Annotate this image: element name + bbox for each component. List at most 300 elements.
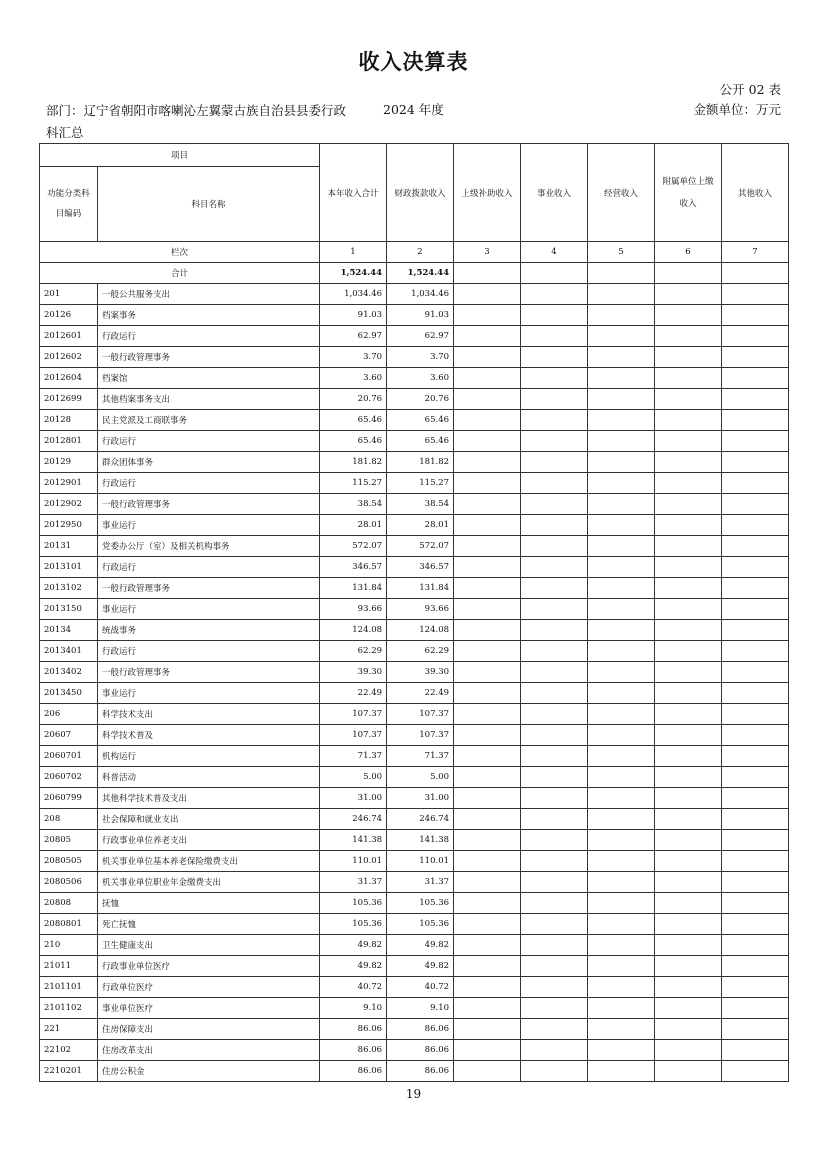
empty-cell — [722, 473, 789, 494]
empty-cell — [521, 620, 588, 641]
row-fiscal: 86.06 — [387, 1061, 454, 1082]
row-name: 住房公积金 — [98, 1061, 320, 1082]
empty-cell — [588, 683, 655, 704]
empty-cell — [722, 746, 789, 767]
page-number: 19 — [405, 1087, 422, 1101]
empty-cell — [722, 536, 789, 557]
empty-cell — [521, 746, 588, 767]
empty-cell — [521, 1061, 588, 1082]
row-name: 死亡抚恤 — [98, 914, 320, 935]
empty-cell — [588, 956, 655, 977]
empty-cell — [454, 725, 521, 746]
empty-cell — [521, 641, 588, 662]
row-name: 科学技术普及 — [98, 725, 320, 746]
table-row — [40, 578, 789, 599]
empty-cell — [588, 872, 655, 893]
empty-cell — [655, 389, 722, 410]
empty-cell — [655, 431, 722, 452]
row-code: 2080505 — [40, 851, 98, 872]
empty-cell — [454, 347, 521, 368]
row-total: 39.30 — [320, 662, 387, 683]
row-code: 2060701 — [40, 746, 98, 767]
empty-cell — [655, 746, 722, 767]
table-row — [40, 1040, 789, 1061]
row-code: 2012950 — [40, 515, 98, 536]
income-table — [39, 143, 789, 1082]
row-code: 2012902 — [40, 494, 98, 515]
row-code: 2012801 — [40, 431, 98, 452]
empty-cell — [655, 788, 722, 809]
empty-cell — [588, 389, 655, 410]
row-name: 卫生健康支出 — [98, 935, 320, 956]
row-fiscal: 346.57 — [387, 557, 454, 578]
empty-cell — [454, 620, 521, 641]
empty-cell — [722, 956, 789, 977]
table-row — [40, 473, 789, 494]
row-fiscal: 131.84 — [387, 578, 454, 599]
header-col-2: 财政拨款收入 — [387, 144, 454, 242]
row-name: 党委办公厅（室）及相关机构事务 — [98, 536, 320, 557]
row-code: 2013101 — [40, 557, 98, 578]
table-row — [40, 389, 789, 410]
row-total: 91.03 — [320, 305, 387, 326]
empty-cell — [588, 662, 655, 683]
empty-cell — [588, 830, 655, 851]
empty-cell — [454, 410, 521, 431]
empty-cell — [521, 473, 588, 494]
empty-cell — [655, 830, 722, 851]
row-fiscal: 65.46 — [387, 410, 454, 431]
empty-cell — [588, 410, 655, 431]
empty-cell — [588, 893, 655, 914]
row-name: 民主党派及工商联事务 — [98, 410, 320, 431]
empty-cell — [588, 788, 655, 809]
empty-cell — [722, 452, 789, 473]
table-row — [40, 557, 789, 578]
row-code: 2080506 — [40, 872, 98, 893]
empty-cell — [521, 515, 588, 536]
empty-cell — [521, 851, 588, 872]
empty-cell — [655, 347, 722, 368]
empty-cell — [722, 347, 789, 368]
empty-cell — [521, 830, 588, 851]
row-name: 科普活动 — [98, 767, 320, 788]
empty-cell — [655, 767, 722, 788]
row-name: 住房改革支出 — [98, 1040, 320, 1061]
row-fiscal: 5.00 — [387, 767, 454, 788]
table-row — [40, 977, 789, 998]
row-total: 40.72 — [320, 977, 387, 998]
empty-cell — [454, 326, 521, 347]
row-total: 3.60 — [320, 368, 387, 389]
empty-cell — [722, 809, 789, 830]
empty-cell — [454, 473, 521, 494]
row-code: 2060702 — [40, 767, 98, 788]
empty-cell — [454, 809, 521, 830]
empty-cell — [521, 557, 588, 578]
row-fiscal: 49.82 — [387, 935, 454, 956]
empty-cell — [521, 872, 588, 893]
empty-cell — [454, 284, 521, 305]
row-code: 2080801 — [40, 914, 98, 935]
empty-cell — [588, 1061, 655, 1082]
row-total: 93.66 — [320, 599, 387, 620]
table-row — [40, 599, 789, 620]
table-row — [40, 452, 789, 473]
empty-cell — [454, 305, 521, 326]
empty-cell — [454, 683, 521, 704]
empty-cell — [454, 494, 521, 515]
row-total: 105.36 — [320, 914, 387, 935]
empty-cell — [521, 326, 588, 347]
row-code: 2012699 — [40, 389, 98, 410]
empty-cell — [655, 998, 722, 1019]
empty-cell — [655, 704, 722, 725]
empty-cell — [722, 872, 789, 893]
row-total: 20.76 — [320, 389, 387, 410]
table-row — [40, 725, 789, 746]
table-row — [40, 284, 789, 305]
header-col-6: 附属单位上缴收入 — [655, 144, 722, 242]
col-number: 1 — [320, 242, 387, 263]
row-fiscal: 28.01 — [387, 515, 454, 536]
empty-cell — [521, 914, 588, 935]
row-fiscal: 124.08 — [387, 620, 454, 641]
row-code: 2060799 — [40, 788, 98, 809]
row-fiscal: 107.37 — [387, 725, 454, 746]
table-row — [40, 872, 789, 893]
header-col-1: 本年收入合计 — [320, 144, 387, 242]
row-code: 20808 — [40, 893, 98, 914]
row-name: 一般行政管理事务 — [98, 494, 320, 515]
empty-cell — [521, 788, 588, 809]
row-code: 208 — [40, 809, 98, 830]
row-code: 20131 — [40, 536, 98, 557]
empty-cell — [722, 389, 789, 410]
row-name: 行政运行 — [98, 641, 320, 662]
row-total: 38.54 — [320, 494, 387, 515]
row-code: 20128 — [40, 410, 98, 431]
empty-cell — [454, 851, 521, 872]
row-total: 31.00 — [320, 788, 387, 809]
row-fiscal: 20.76 — [387, 389, 454, 410]
empty-cell — [588, 1019, 655, 1040]
table-row — [40, 410, 789, 431]
empty-cell — [588, 977, 655, 998]
table-row — [40, 431, 789, 452]
empty-cell — [588, 284, 655, 305]
empty-cell — [655, 536, 722, 557]
row-code: 21011 — [40, 956, 98, 977]
empty-cell — [588, 515, 655, 536]
empty-cell — [521, 956, 588, 977]
empty-cell — [655, 914, 722, 935]
empty-cell — [454, 536, 521, 557]
row-code: 2012601 — [40, 326, 98, 347]
header-col-5: 经营收入 — [588, 144, 655, 242]
empty-cell — [722, 767, 789, 788]
empty-cell — [722, 725, 789, 746]
empty-cell — [722, 305, 789, 326]
row-name: 档案馆 — [98, 368, 320, 389]
header-item: 项目 — [40, 144, 320, 167]
empty-cell — [454, 704, 521, 725]
row-name: 群众团体事务 — [98, 452, 320, 473]
empty-cell — [521, 704, 588, 725]
empty-cell — [655, 1061, 722, 1082]
empty-cell — [655, 305, 722, 326]
row-name: 事业运行 — [98, 683, 320, 704]
empty-cell — [655, 725, 722, 746]
row-fiscal: 141.38 — [387, 830, 454, 851]
row-total: 71.37 — [320, 746, 387, 767]
row-code: 2013150 — [40, 599, 98, 620]
col-number: 4 — [521, 242, 588, 263]
row-name: 一般行政管理事务 — [98, 347, 320, 368]
row-fiscal: 246.74 — [387, 809, 454, 830]
empty-cell — [655, 662, 722, 683]
empty-cell — [722, 788, 789, 809]
empty-cell — [454, 977, 521, 998]
row-fiscal: 39.30 — [387, 662, 454, 683]
empty-cell — [722, 410, 789, 431]
empty-cell — [722, 494, 789, 515]
empty-cell — [521, 998, 588, 1019]
total-value: 1,524.44 — [320, 263, 387, 284]
empty-cell — [454, 1040, 521, 1061]
empty-cell — [655, 872, 722, 893]
empty-cell — [588, 935, 655, 956]
row-name: 一般行政管理事务 — [98, 662, 320, 683]
row-fiscal: 572.07 — [387, 536, 454, 557]
row-name: 行政单位医疗 — [98, 977, 320, 998]
total-row — [40, 263, 789, 284]
row-name: 其他科学技术普及支出 — [98, 788, 320, 809]
empty-cell — [521, 578, 588, 599]
table-row — [40, 809, 789, 830]
empty-cell — [588, 914, 655, 935]
col-number: 7 — [722, 242, 789, 263]
table-row — [40, 998, 789, 1019]
row-fiscal: 110.01 — [387, 851, 454, 872]
row-total: 62.97 — [320, 326, 387, 347]
row-code: 2101102 — [40, 998, 98, 1019]
table-row — [40, 956, 789, 977]
empty-cell — [454, 599, 521, 620]
row-total: 1,034.46 — [320, 284, 387, 305]
row-total: 181.82 — [320, 452, 387, 473]
row-total: 31.37 — [320, 872, 387, 893]
empty-cell — [454, 767, 521, 788]
row-total: 110.01 — [320, 851, 387, 872]
header-code: 功能分类科目编码 — [40, 167, 98, 242]
row-name: 科学技术支出 — [98, 704, 320, 725]
row-code: 20607 — [40, 725, 98, 746]
row-name: 行政运行 — [98, 557, 320, 578]
table-row — [40, 935, 789, 956]
empty-cell — [722, 998, 789, 1019]
empty-cell — [722, 431, 789, 452]
empty-cell — [722, 704, 789, 725]
row-code: 210 — [40, 935, 98, 956]
empty-cell — [454, 956, 521, 977]
empty-cell — [722, 641, 789, 662]
row-fiscal: 9.10 — [387, 998, 454, 1019]
empty-cell — [588, 431, 655, 452]
row-code: 20126 — [40, 305, 98, 326]
empty-cell — [588, 473, 655, 494]
row-code: 2013102 — [40, 578, 98, 599]
row-fiscal: 31.00 — [387, 788, 454, 809]
empty-cell — [655, 683, 722, 704]
row-fiscal: 3.70 — [387, 347, 454, 368]
empty-cell — [454, 914, 521, 935]
row-total: 572.07 — [320, 536, 387, 557]
empty-cell — [722, 683, 789, 704]
row-code: 2101101 — [40, 977, 98, 998]
empty-cell — [588, 725, 655, 746]
empty-cell — [454, 389, 521, 410]
empty-cell — [521, 368, 588, 389]
table-row — [40, 788, 789, 809]
row-code: 2012602 — [40, 347, 98, 368]
row-fiscal: 115.27 — [387, 473, 454, 494]
empty-cell — [521, 725, 588, 746]
row-name: 行政事业单位养老支出 — [98, 830, 320, 851]
empty-cell — [655, 956, 722, 977]
empty-cell — [454, 515, 521, 536]
empty-cell — [454, 872, 521, 893]
empty-cell — [521, 935, 588, 956]
empty-cell — [655, 1019, 722, 1040]
empty-cell — [722, 977, 789, 998]
empty-cell — [454, 641, 521, 662]
empty-cell — [655, 641, 722, 662]
empty-cell — [521, 977, 588, 998]
empty-cell — [588, 578, 655, 599]
row-total: 28.01 — [320, 515, 387, 536]
table-row — [40, 1061, 789, 1082]
empty-cell — [521, 683, 588, 704]
empty-cell — [655, 893, 722, 914]
empty-cell — [655, 1040, 722, 1061]
empty-cell — [521, 305, 588, 326]
row-code: 20134 — [40, 620, 98, 641]
table-row — [40, 851, 789, 872]
row-fiscal: 105.36 — [387, 893, 454, 914]
empty-cell — [521, 494, 588, 515]
empty-cell — [588, 557, 655, 578]
row-total: 131.84 — [320, 578, 387, 599]
empty-cell — [722, 578, 789, 599]
row-total: 49.82 — [320, 935, 387, 956]
empty-cell — [521, 410, 588, 431]
empty-cell — [588, 347, 655, 368]
table-row — [40, 305, 789, 326]
empty-cell — [521, 284, 588, 305]
row-fiscal: 22.49 — [387, 683, 454, 704]
empty-cell — [722, 893, 789, 914]
row-total: 65.46 — [320, 410, 387, 431]
table-row — [40, 347, 789, 368]
row-code: 2012604 — [40, 368, 98, 389]
row-fiscal: 181.82 — [387, 452, 454, 473]
row-fiscal: 31.37 — [387, 872, 454, 893]
col-number: 3 — [454, 242, 521, 263]
empty-cell — [722, 284, 789, 305]
row-fiscal: 49.82 — [387, 956, 454, 977]
col-number: 6 — [655, 242, 722, 263]
row-name: 抚恤 — [98, 893, 320, 914]
empty-cell — [588, 1040, 655, 1061]
header-col-7: 其他收入 — [722, 144, 789, 242]
empty-cell — [655, 851, 722, 872]
row-total: 105.36 — [320, 893, 387, 914]
header-name: 科目名称 — [98, 167, 320, 242]
empty-cell — [521, 893, 588, 914]
empty-cell — [655, 410, 722, 431]
empty-cell — [521, 662, 588, 683]
department-label: 部门：辽宁省朝阳市喀喇沁左翼蒙古族自治县县委行政科汇总 — [46, 103, 347, 140]
row-code: 2013401 — [40, 641, 98, 662]
year-label: 2024 年度 — [383, 102, 444, 117]
empty-cell — [521, 767, 588, 788]
table-row — [40, 1019, 789, 1040]
page-title: 收入决算表 — [358, 50, 469, 74]
table-row — [40, 368, 789, 389]
empty-cell — [521, 809, 588, 830]
empty-cell — [454, 578, 521, 599]
empty-cell — [454, 830, 521, 851]
row-name: 一般行政管理事务 — [98, 578, 320, 599]
empty-cell — [588, 767, 655, 788]
empty-cell — [454, 1019, 521, 1040]
empty-cell — [454, 557, 521, 578]
table-row — [40, 662, 789, 683]
empty-cell — [588, 368, 655, 389]
empty-cell — [722, 851, 789, 872]
row-total: 246.74 — [320, 809, 387, 830]
row-total: 5.00 — [320, 767, 387, 788]
row-name: 事业运行 — [98, 515, 320, 536]
row-code: 201 — [40, 284, 98, 305]
empty-cell — [655, 977, 722, 998]
empty-cell — [722, 368, 789, 389]
empty-cell — [722, 662, 789, 683]
empty-cell — [655, 326, 722, 347]
empty-cell — [454, 788, 521, 809]
empty-cell — [521, 389, 588, 410]
row-fiscal: 86.06 — [387, 1040, 454, 1061]
row-name: 一般公共服务支出 — [98, 284, 320, 305]
empty-cell — [521, 536, 588, 557]
empty-cell — [588, 536, 655, 557]
table-row — [40, 767, 789, 788]
table-row — [40, 641, 789, 662]
row-fiscal: 3.60 — [387, 368, 454, 389]
empty-cell — [588, 809, 655, 830]
row-fiscal: 107.37 — [387, 704, 454, 725]
row-code: 221 — [40, 1019, 98, 1040]
row-fiscal: 40.72 — [387, 977, 454, 998]
empty-cell — [454, 893, 521, 914]
empty-cell — [655, 935, 722, 956]
table-row — [40, 536, 789, 557]
empty-cell — [521, 1040, 588, 1061]
table-row — [40, 683, 789, 704]
unit-label: 金额单位：万元 — [693, 102, 781, 117]
table-row — [40, 620, 789, 641]
